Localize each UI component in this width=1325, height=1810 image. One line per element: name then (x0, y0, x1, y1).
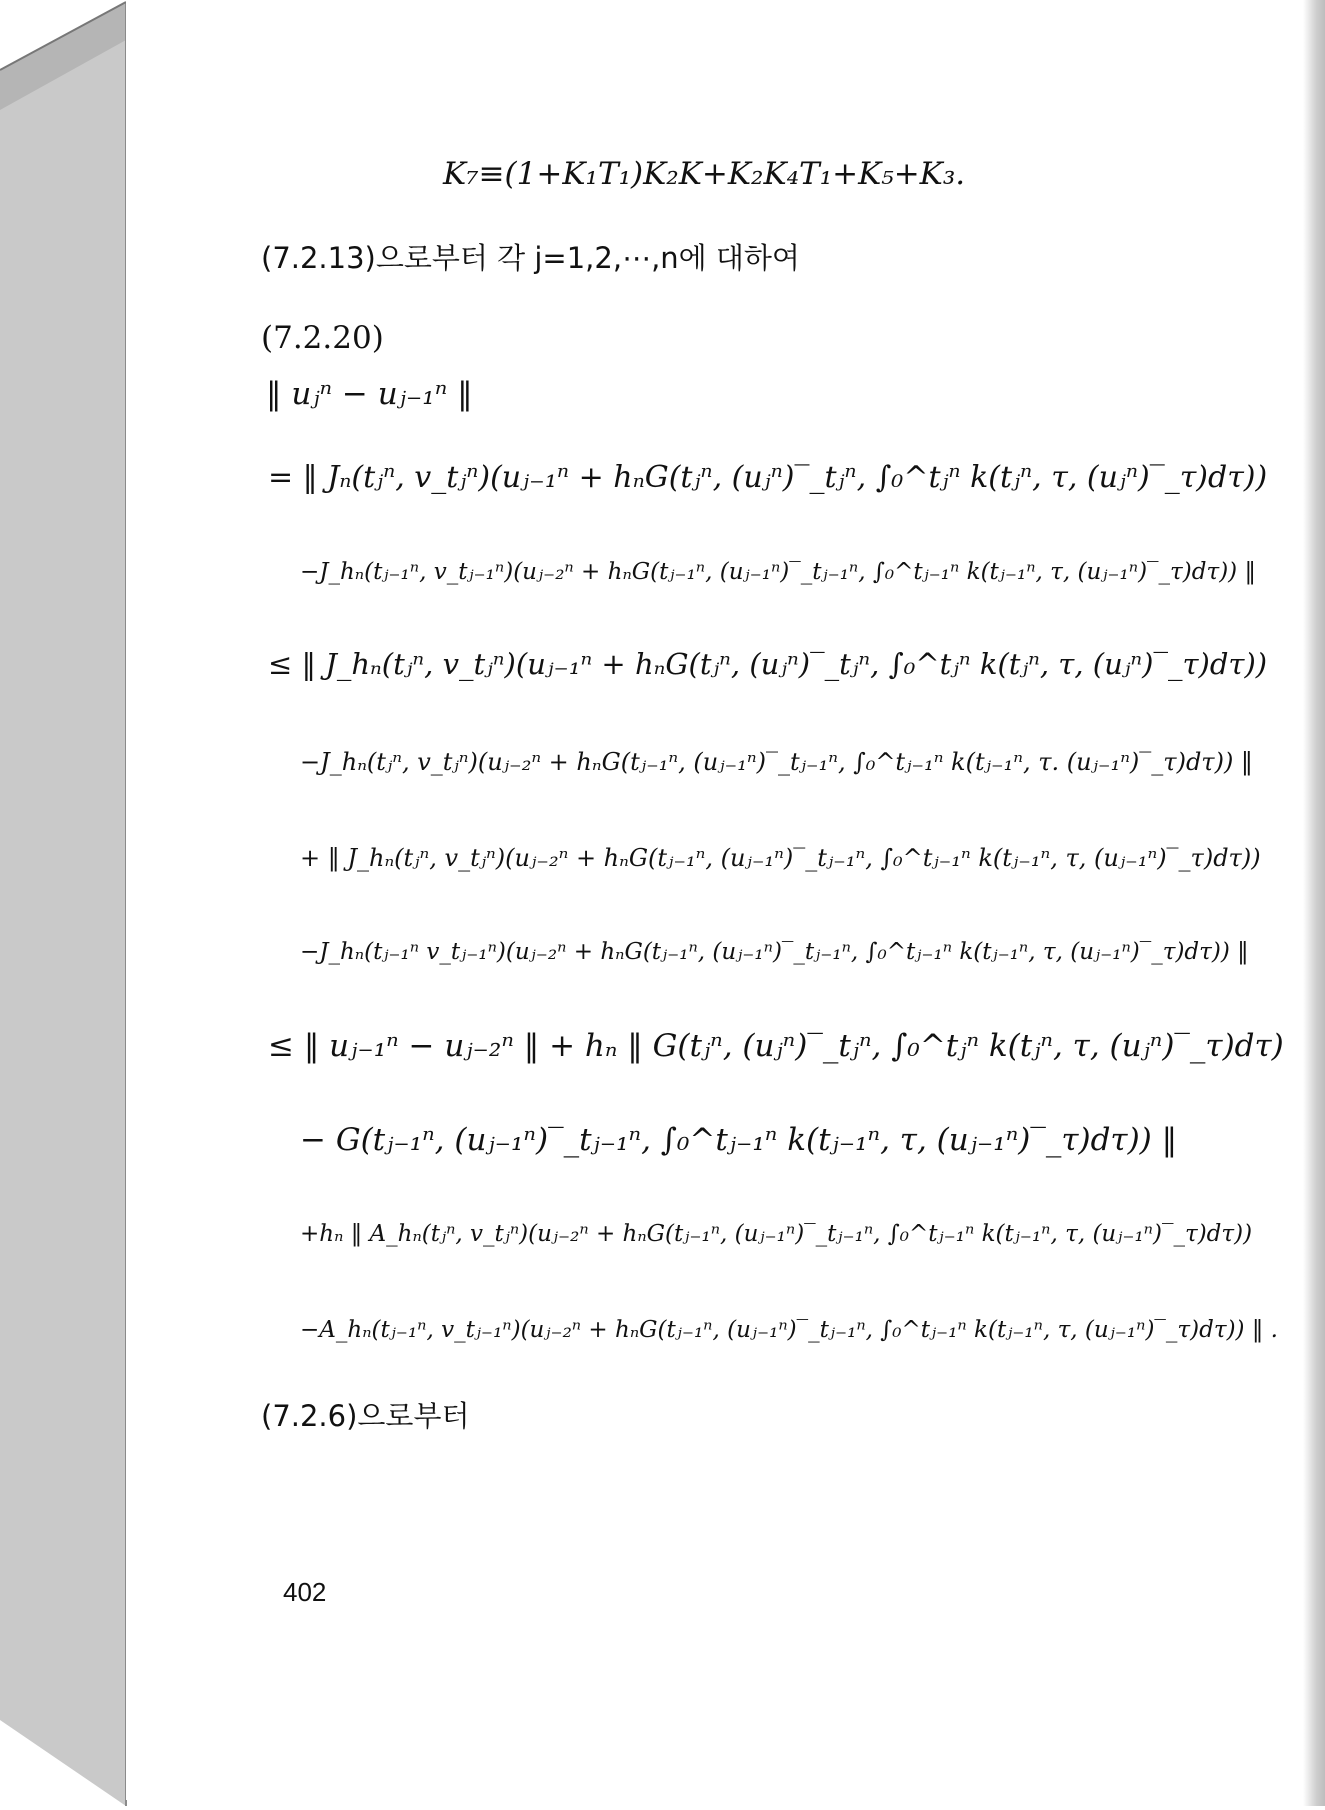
equation-line-7: ≤ ‖ uⱼ₋₁ⁿ − uⱼ₋₂ⁿ ‖ + hₙ ‖ G(tⱼⁿ, (uⱼⁿ)‾_tⱼⁿ, ∫₀^tⱼⁿ k(tⱼⁿ, τ, (uⱼⁿ)‾_τ)dτ) (268, 1028, 1284, 1064)
equation-line-9: +hₙ ‖ A_hₙ(tⱼⁿ, v_tⱼⁿ)(uⱼ₋₂ⁿ + hₙG(tⱼ₋₁ⁿ, (uⱼ₋₁ⁿ)‾_tⱼ₋₁ⁿ, ∫₀^tⱼ₋₁ⁿ k(tⱼ₋₁ⁿ, τ, (uⱼ₋₁ⁿ)‾_τ)dτ)) (300, 1221, 1253, 1247)
equation-line-4: −J_hₙ(tⱼⁿ, v_tⱼⁿ)(uⱼ₋₂ⁿ + hₙG(tⱼ₋₁ⁿ, (uⱼ₋₁ⁿ)‾_tⱼ₋₁ⁿ, ∫₀^tⱼ₋₁ⁿ k(tⱼ₋₁ⁿ, τ. (uⱼ₋₁ⁿ)‾_τ)dτ)) ‖ (300, 748, 1253, 776)
equation-line-10: −A_hₙ(tⱼ₋₁ⁿ, v_tⱼ₋₁ⁿ)(uⱼ₋₂ⁿ + hₙG(tⱼ₋₁ⁿ, (uⱼ₋₁ⁿ)‾_tⱼ₋₁ⁿ, ∫₀^tⱼ₋₁ⁿ k(tⱼ₋₁ⁿ, τ, (uⱼ₋₁ⁿ)‾_τ)dτ)) ‖ . (300, 1317, 1278, 1343)
equation-line-5: + ‖ J_hₙ(tⱼⁿ, v_tⱼⁿ)(uⱼ₋₂ⁿ + hₙG(tⱼ₋₁ⁿ, (uⱼ₋₁ⁿ)‾_tⱼ₋₁ⁿ, ∫₀^tⱼ₋₁ⁿ k(tⱼ₋₁ⁿ, τ, (uⱼ₋₁ⁿ)‾_τ)dτ)) (300, 844, 1261, 872)
equation-lhs: ‖ uⱼⁿ − uⱼ₋₁ⁿ ‖ (266, 376, 473, 412)
page-number: 402 (283, 1577, 327, 1607)
paragraph-from-7-2-13: (7.2.13)으로부터 각 j=1,2,⋯,n에 대하여 (261, 241, 800, 275)
k7-definition: K₇≡(1+K₁T₁)K₂K+K₂K₄T₁+K₅+K₃. (443, 156, 966, 192)
page-edge-shadow (1303, 0, 1325, 1806)
equation-line-6: −J_hₙ(tⱼ₋₁ⁿ v_tⱼ₋₁ⁿ)(uⱼ₋₂ⁿ + hₙG(tⱼ₋₁ⁿ, (uⱼ₋₁ⁿ)‾_tⱼ₋₁ⁿ, ∫₀^tⱼ₋₁ⁿ k(tⱼ₋₁ⁿ, τ, (uⱼ₋₁ⁿ)‾_τ)dτ)) ‖ (300, 939, 1249, 965)
paragraph-from-7-2-6: (7.2.6)으로부터 (261, 1399, 470, 1433)
equation-number: (7.2.20) (261, 320, 384, 356)
equation-line-2: −J_hₙ(tⱼ₋₁ⁿ, v_tⱼ₋₁ⁿ)(uⱼ₋₂ⁿ + hₙG(tⱼ₋₁ⁿ, (uⱼ₋₁ⁿ)‾_tⱼ₋₁ⁿ, ∫₀^tⱼ₋₁ⁿ k(tⱼ₋₁ⁿ, τ, (uⱼ₋₁ⁿ)‾_τ)dτ)) ‖ (300, 559, 1256, 585)
equation-line-8: − G(tⱼ₋₁ⁿ, (uⱼ₋₁ⁿ)‾_tⱼ₋₁ⁿ, ∫₀^tⱼ₋₁ⁿ k(tⱼ₋₁ⁿ, τ, (uⱼ₋₁ⁿ)‾_τ)dτ)) ‖ (300, 1122, 1178, 1158)
equation-line-1: = ‖ Jₙ(tⱼⁿ, v_tⱼⁿ)(uⱼ₋₁ⁿ + hₙG(tⱼⁿ, (uⱼⁿ)‾_tⱼⁿ, ∫₀^tⱼⁿ k(tⱼⁿ, τ, (uⱼⁿ)‾_τ)dτ)) (268, 460, 1268, 495)
equation-line-3: ≤ ‖ J_hₙ(tⱼⁿ, v_tⱼⁿ)(uⱼ₋₁ⁿ + hₙG(tⱼⁿ, (uⱼⁿ)‾_tⱼⁿ, ∫₀^tⱼⁿ k(tⱼⁿ, τ, (uⱼⁿ)‾_τ)dτ)) (268, 647, 1268, 681)
